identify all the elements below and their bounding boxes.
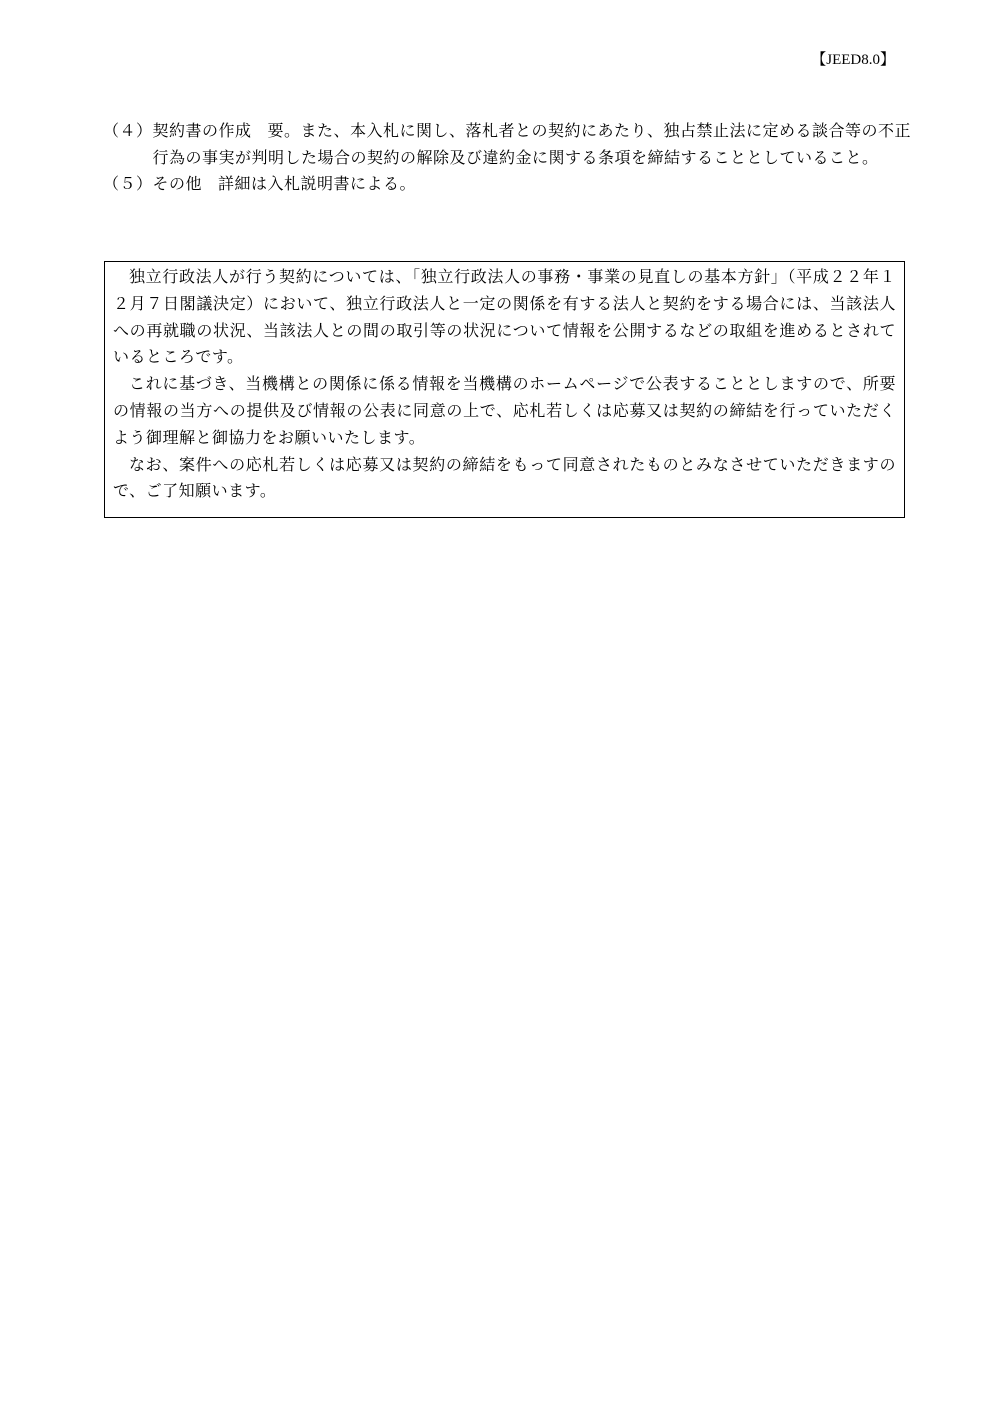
item-text: 要。また、本入札に関し、落札者との契約にあたり、独占禁止法に定める談合等の不正行為の事実が判明した場合の契約の解除及び違約金に関する条項を締結することとしていること。 [152,121,912,167]
notice-paragraph-2: これに基づき、当機構との関係に係る情報を当機構のホームページで公表することとしますので、所要の情報の当方への提供及び情報の公表に同意の上で、応札若しくは応募又は契約の締結を行っていただくよう御理解と御協力をお願いいたします。 [113,374,896,447]
item-body [153,118,915,171]
item-body [153,171,915,198]
notice-paragraph-1: 独立行政法人が行う契約については、「独立行政法人の事務・事業の見直しの基本方針」（平成２２年１２月７日閣議決定）において、独立行政法人と一定の関係を有する法人と契約をする場合には、当該法人への再就職の状況、当該法人との間の取引等の状況について情報を公開するなどの取組を進めるとされているところです。 [113,267,896,367]
item-number: （５） [103,174,153,193]
list-item-5 [103,171,915,198]
item-heading: その他 [152,174,203,193]
item-heading: 契約書の作成 [152,121,252,140]
item-list [103,118,915,198]
item-text: 詳細は入札説明書による。 [218,174,417,193]
notice-paragraph-3: なお、案件への応札若しくは応募又は契約の締結をもって同意されたものとみなさせていただきますので、ご了知願います。 [113,454,896,501]
notice-box [104,261,905,518]
document-code: 【JEED8.0】 [811,52,895,68]
list-item-4 [103,118,915,171]
item-number: （４） [103,121,153,140]
